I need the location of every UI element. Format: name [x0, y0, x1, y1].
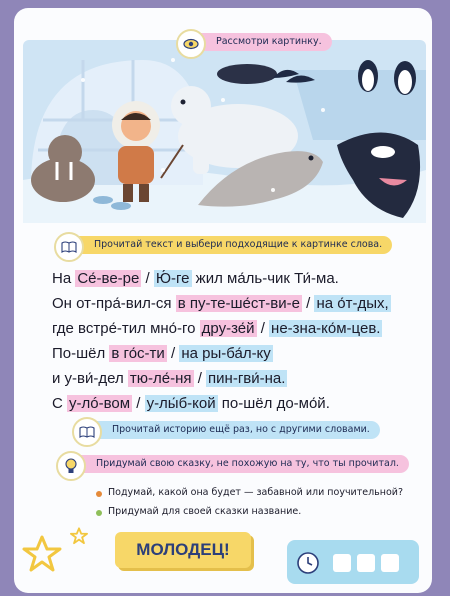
separator: /: [301, 295, 315, 312]
choice-word[interactable]: в пу-те-ше́ст-ви-е: [177, 295, 300, 312]
separator: /: [141, 270, 154, 287]
choice-word[interactable]: Ю́-ге: [155, 270, 190, 287]
separator: /: [166, 345, 180, 362]
task-read-text: Прочитай текст и выбери подходящие к картинке слова.: [94, 239, 383, 250]
separator: /: [256, 320, 270, 337]
well-done-badge: [115, 532, 251, 568]
word: Он от-пра́-вил-ся: [52, 295, 176, 312]
reading-line-5: [52, 366, 391, 391]
book-icon: [54, 232, 84, 262]
bullet-text: Подумай, какой она будет — забавной или поучительной?: [108, 487, 404, 498]
whale-tail: [217, 64, 277, 84]
bullet-text: Придумай для своей сказки название.: [108, 506, 302, 517]
word: По-шёл: [52, 345, 110, 362]
arctic-illustration: [23, 40, 426, 223]
book-icon: [72, 417, 102, 447]
reading-text: [52, 266, 391, 416]
choice-word[interactable]: не-зна-ко́м-цев.: [271, 320, 381, 337]
word: жил ма́ль-чик Ти́-ма.: [191, 270, 339, 287]
bullet-dot: [96, 510, 102, 516]
choice-word[interactable]: дру-зе́й: [201, 320, 255, 337]
reading-line-6: [52, 391, 391, 416]
small-star-icon: [70, 527, 88, 545]
choice-word[interactable]: тю-ле́-ня: [129, 370, 192, 387]
lightbulb-icon: [56, 451, 86, 481]
word: и у-ви́-дел: [52, 370, 128, 387]
choice-word[interactable]: пин-гви́-на.: [208, 370, 286, 387]
reading-line-4: [52, 341, 391, 366]
word: С: [52, 395, 67, 412]
well-done-text: МОЛОДЕЦ!: [136, 540, 230, 559]
reading-line-3: [52, 316, 391, 341]
task-invent-text: Придумай свою сказку, не похожую на ту, что ты прочитал.: [96, 458, 399, 469]
bullet-item: [108, 506, 301, 517]
clock-icon: [296, 551, 320, 575]
word: На: [52, 270, 76, 287]
word: где встре́-тил мно́-го: [52, 320, 200, 337]
bullet-dot: [96, 491, 102, 497]
check-box[interactable]: [357, 554, 375, 572]
task-read-pill: [68, 236, 392, 254]
self-check-panel: [287, 540, 419, 584]
check-box[interactable]: [333, 554, 351, 572]
reading-line-1: [52, 266, 391, 291]
reading-line-2: [52, 291, 391, 316]
separator: /: [193, 370, 207, 387]
task-reread-pill: [86, 421, 380, 439]
task-reread-text: Прочитай историю ещё раз, но с другими словами.: [112, 424, 370, 435]
choice-word[interactable]: Се́-ве-ре: [77, 270, 140, 287]
bullet-item: [108, 487, 403, 498]
choice-word[interactable]: на ры-ба́л-ку: [181, 345, 271, 362]
star-icon: [22, 534, 62, 574]
eye-icon: [176, 29, 206, 59]
choice-word[interactable]: в го́с-ти: [111, 345, 165, 362]
separator: /: [132, 395, 145, 412]
task-look-pill: [190, 33, 332, 51]
choice-word[interactable]: на о́т-дых,: [316, 295, 389, 312]
task-invent-pill: [70, 455, 409, 473]
choice-word[interactable]: у-лó-вом: [69, 395, 131, 412]
word: по-шёл до-мо́й.: [217, 395, 330, 412]
choice-word[interactable]: у-лы́б-кой: [146, 395, 216, 412]
check-box[interactable]: [381, 554, 399, 572]
task-look-text: Рассмотри картинку.: [216, 36, 322, 47]
